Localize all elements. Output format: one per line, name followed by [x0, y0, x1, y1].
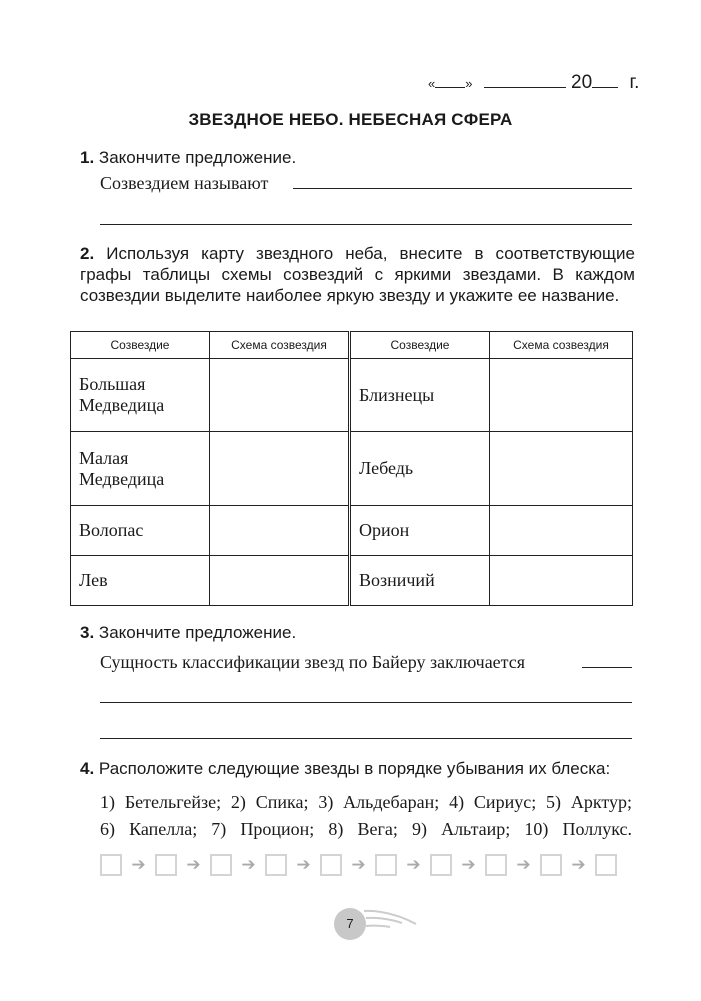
answer-line[interactable] [582, 667, 632, 668]
answer-box[interactable] [265, 854, 287, 876]
constellation-name: Большая Медведица [71, 359, 210, 432]
task1-instruction [80, 147, 635, 168]
answer-box[interactable] [320, 854, 342, 876]
column-header: Схема созвездия [490, 332, 633, 359]
column-header: Созвездие [71, 332, 210, 359]
answer-line[interactable] [100, 224, 632, 225]
constellation-name: Малая Медведица [71, 432, 210, 506]
scheme-cell[interactable] [490, 359, 633, 432]
answer-box[interactable] [430, 854, 452, 876]
column-header: Созвездие [350, 332, 490, 359]
task3-instruction [80, 622, 635, 643]
year-prefix: 20 [571, 72, 593, 93]
instruction-text: Закончите предложение. [98, 623, 297, 642]
arrow-icon: ➔ [406, 855, 421, 874]
date-field [428, 72, 639, 94]
scheme-cell[interactable] [210, 359, 350, 432]
star-list-line: 6) Капелла; 7) Процион; 8) Вега; 9) Альтаир; 10) Поллукс. [100, 819, 632, 839]
constellation-name: Близнецы [350, 359, 490, 432]
answer-box[interactable] [485, 854, 507, 876]
column-header: Схема созвездия [210, 332, 350, 359]
answer-line[interactable] [100, 738, 632, 739]
scheme-cell[interactable] [490, 432, 633, 506]
task-number: 1. [80, 148, 95, 167]
answer-line[interactable] [100, 702, 632, 703]
answer-box[interactable] [210, 854, 232, 876]
answer-box[interactable] [375, 854, 397, 876]
constellation-name: Орион [350, 506, 490, 556]
task4-instruction [80, 758, 635, 779]
ordering-boxes [100, 854, 617, 876]
table-row [71, 432, 633, 506]
scheme-cell[interactable] [210, 432, 350, 506]
arrow-icon: ➔ [186, 855, 201, 874]
answer-box[interactable] [595, 854, 617, 876]
year-suffix: г. [629, 72, 640, 93]
answer-box[interactable] [100, 854, 122, 876]
scheme-cell[interactable] [490, 556, 633, 606]
arrow-icon: ➔ [351, 855, 366, 874]
table-row [71, 359, 633, 432]
task3-prompt: Сущность классификации звезд по Байеру заключается [100, 652, 526, 672]
comet-tail-icon [360, 906, 420, 936]
table-row [71, 556, 633, 606]
month-blank[interactable] [484, 87, 566, 88]
table-row [71, 506, 633, 556]
instruction-text: Закончите предложение. [98, 148, 297, 167]
page-number: 7 [334, 908, 366, 940]
arrow-icon: ➔ [571, 855, 586, 874]
star-list-line: 1) Бетельгейзе; 2) Спика; 3) Альдебаран; 4) Сириус; 5) Арктур; [100, 792, 632, 812]
arrow-icon: ➔ [516, 855, 531, 874]
constellation-name: Волопас [71, 506, 210, 556]
constellation-name: Возничий [350, 556, 490, 606]
constellation-name: Лев [71, 556, 210, 606]
arrow-icon: ➔ [241, 855, 256, 874]
answer-box[interactable] [155, 854, 177, 876]
instruction-text: Расположите следующие звезды в порядке убывания их блеска: [98, 759, 611, 778]
constellation-table [70, 331, 633, 606]
constellation-name: Лебедь [350, 432, 490, 506]
page-title: ЗВЕЗДНОЕ НЕБО. НЕБЕСНАЯ СФЕРА [188, 110, 513, 129]
quote-close: » [465, 76, 473, 91]
task1-prompt: Созвездием называют [100, 173, 269, 193]
year-blank[interactable] [592, 87, 618, 88]
answer-line[interactable] [293, 188, 632, 189]
task-number: 3. [80, 623, 95, 642]
instruction-text: Используя карту звездного неба, внесите в соответствующие графы таблицы схемы созвездий с яркими звездами. В каждом созвездии выделите наиболее яркую звезду и укажите ее название. [80, 244, 635, 305]
scheme-cell[interactable] [210, 506, 350, 556]
quote-open: « [428, 76, 436, 91]
scheme-cell[interactable] [210, 556, 350, 606]
day-blank[interactable] [435, 87, 465, 88]
scheme-cell[interactable] [490, 506, 633, 556]
task-number: 2. [80, 244, 95, 263]
arrow-icon: ➔ [461, 855, 476, 874]
task2-instruction [80, 243, 635, 306]
answer-box[interactable] [540, 854, 562, 876]
task-number: 4. [80, 759, 95, 778]
arrow-icon: ➔ [131, 855, 146, 874]
arrow-icon: ➔ [296, 855, 311, 874]
